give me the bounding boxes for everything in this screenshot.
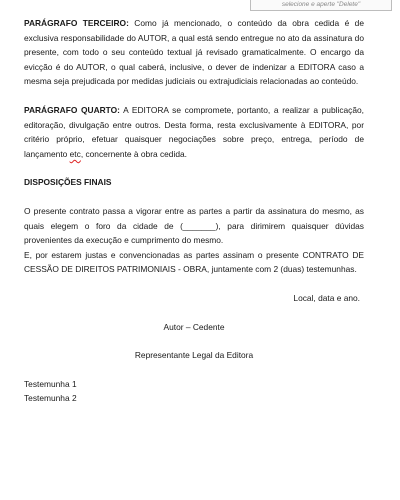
paragraph-third-label: PARÁGRAFO TERCEIRO: <box>24 18 129 28</box>
final-paragraph-2: E, por estarem justas e convencionadas as partes assinam o presente CONTRATO DE CESSÃO DE DIREITOS PATRIMONIAIS - OBRA, juntamente com 2 (duas) testemunhas. <box>24 249 364 275</box>
paragraph-third <box>24 16 364 89</box>
witness-1-label: Testemunha 1 <box>24 378 77 389</box>
paragraph-fourth-label: PARÁGRAFO QUARTO: <box>24 104 120 115</box>
final-paragraph-1: O presente contrato passa a vigorar entre as partes a partir da assinatura do mesmo, as quais elegem o foro da cidade de (_______), para dirimirem quaisquer dúvidas provenientes da execução e cumprimento do mesmo. <box>24 205 364 246</box>
delete-hint-box <box>250 0 392 11</box>
place-date-line: Local, data e ano. <box>293 292 360 303</box>
final-provisions-heading: DISPOSIÇÕES FINAIS <box>24 177 112 188</box>
contract-page <box>24 16 364 406</box>
paragraph-third-text: Como já mencionado, o conteúdo da obra cedida é de exclusiva responsabilidade do AUTOR, a qual está sendo entregue no ato da assinatura do presente, com todo o seu conteúdo textual já revisado gramaticalmente. O encargo da evicção é do AUTOR, o qual caberá, inclusive, o dever de indenizar a EDITORA caso a mesma seja prejudicada por medidas judiciais ou extrajudiciais relacionadas ao conteúdo. <box>24 18 364 87</box>
witness-2-label: Testemunha 2 <box>24 393 77 404</box>
delete-hint-text: selecione e aperte "Delete" <box>281 1 361 8</box>
author-signature-label: Autor – Cedente <box>163 321 225 332</box>
spellcheck-flagged-word: etc <box>69 148 81 159</box>
paragraph-fourth-text-after: , concernente à obra cedida. <box>80 148 187 159</box>
paragraph-fourth <box>24 103 364 161</box>
publisher-signature-label: Representante Legal da Editora <box>134 350 254 361</box>
paragraph-fourth-text-before: A EDITORA se compromete, portanto, a realizar a publicação, editoração, divulgação entre outros. Desta forma, resta exclusivamente à EDITORA, por critério próprio, efetuar quaisquer negociações sobre preço, entrega, período de lançamento <box>24 104 364 159</box>
